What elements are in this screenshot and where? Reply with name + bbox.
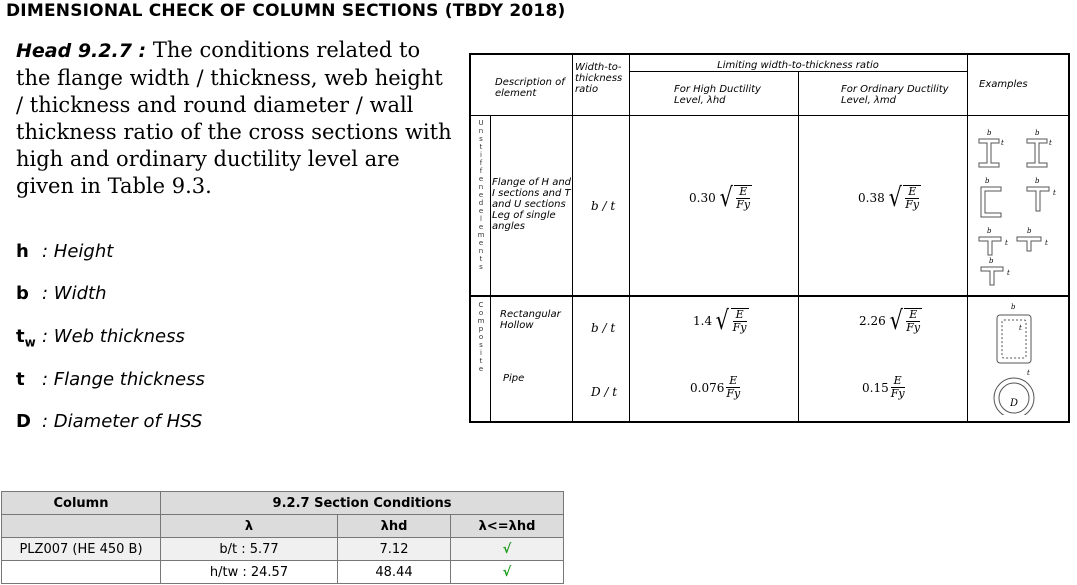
column-name: PLZ007 (HE 450 B) (2, 538, 161, 561)
lambda-hd-value: 7.12 (338, 538, 451, 561)
row2-high-formula: 1.4 √ $\frac{E}{Fy}$ (693, 306, 747, 336)
svg-text:t: t (1049, 139, 1052, 147)
svg-text:D: D (1010, 398, 1019, 409)
header-ratio: Width-to-thickness ratio (575, 62, 623, 95)
header-lambda-hd: λhd (338, 515, 451, 538)
svg-text:b: b (1027, 227, 1032, 235)
check-ok-icon: √ (451, 538, 564, 561)
check-ok-icon: √ (451, 561, 564, 584)
header-high-ductility: For High Ductility Level, λhd (674, 84, 761, 106)
svg-text:t: t (1019, 324, 1022, 332)
section-examples-icon (971, 125, 1067, 415)
intro-text: The conditions related to the flange width / thickness, web height / thickness and round diameter / wall thickness ratio of the cross sections with high and ordinary ductility level are given in Table 9.3. (16, 38, 452, 198)
intro-head: Head 9.2.7 : (16, 40, 147, 62)
row1-high-formula: 0.30 √ $\frac{E}{Fy}$ (689, 183, 751, 213)
intro-paragraph (16, 37, 456, 200)
legend-diameter: D : Diameter of HSS (16, 411, 203, 432)
i-section-icon (1027, 139, 1047, 167)
lambda-value: h/tw : 24.57 (161, 561, 338, 584)
row3-description: Pipe (503, 373, 525, 384)
row3-ordinary-formula: 0.15 E Fy (862, 374, 905, 400)
table-row (2, 538, 564, 561)
svg-text:t: t (1045, 239, 1048, 247)
header-compare: λ<=λhd (451, 515, 564, 538)
t-section-icon (1027, 187, 1049, 211)
svg-text:t: t (1001, 139, 1004, 147)
i-section-icon (979, 139, 999, 167)
row2-description: Rectangular Hollow (500, 309, 561, 331)
lambda-hd-value: 48.44 (338, 561, 451, 584)
t-section-icon (979, 237, 1001, 255)
svg-text:b: b (985, 177, 990, 185)
svg-text:t: t (1005, 239, 1008, 247)
svg-text:b: b (989, 257, 994, 265)
channel-section-icon (981, 187, 1001, 217)
legend-flange-thickness: t : Flange thickness (16, 369, 205, 390)
row2-ordinary-formula: 2.26 √ $\frac{E}{Fy}$ (859, 306, 921, 336)
header-limiting: Limiting width-to-thickness ratio (717, 60, 879, 71)
header-ordinary-ductility: For Ordinary Ductility Level, λmd (841, 84, 949, 106)
svg-text:b: b (987, 227, 992, 235)
row1-ordinary-formula: 0.38 √ $\frac{E}{Fy}$ (858, 183, 920, 213)
legend-width: b : Width (16, 283, 107, 304)
svg-text:t: t (1007, 269, 1010, 277)
header-examples: Examples (979, 79, 1028, 90)
svg-text:b: b (1035, 129, 1040, 137)
reference-table (469, 53, 1070, 423)
header-description: Description of element (495, 77, 565, 99)
legend-height: h : Height (16, 241, 114, 262)
group-label-composite: C o m p o s i t e (477, 301, 485, 373)
lambda-value: b/t : 5.77 (161, 538, 338, 561)
svg-text:t: t (1053, 189, 1056, 197)
header-column: Column (2, 492, 161, 515)
t-section-icon (981, 267, 1003, 285)
row1-ratio: b / t (591, 199, 616, 213)
svg-text:b: b (1035, 177, 1040, 185)
section-check-table (1, 491, 564, 584)
svg-text:b: b (1011, 303, 1016, 311)
table-row (2, 561, 564, 584)
page-title: DIMENSIONAL CHECK OF COLUMN SECTIONS (TBDY 2018) (6, 1, 566, 21)
row3-high-formula: 0.076 E Fy (690, 374, 741, 400)
svg-text:t: t (1027, 369, 1030, 377)
row3-ratio: D / t (591, 385, 618, 399)
header-lambda: λ (161, 515, 338, 538)
svg-text:b: b (987, 129, 992, 137)
angle-section-icon (1017, 237, 1041, 251)
legend-web-thickness: $t_w$ : Web thickness (16, 326, 185, 350)
group-label-unstiffened: U n s t i f f e n e d e l e m e n t s (477, 119, 485, 271)
row2-ratio: b / t (591, 321, 616, 335)
row1-description: Flange of H and I sections and T and U sections Leg of single angles (492, 177, 572, 232)
header-section-conditions: 9.2.7 Section Conditions (161, 492, 564, 515)
